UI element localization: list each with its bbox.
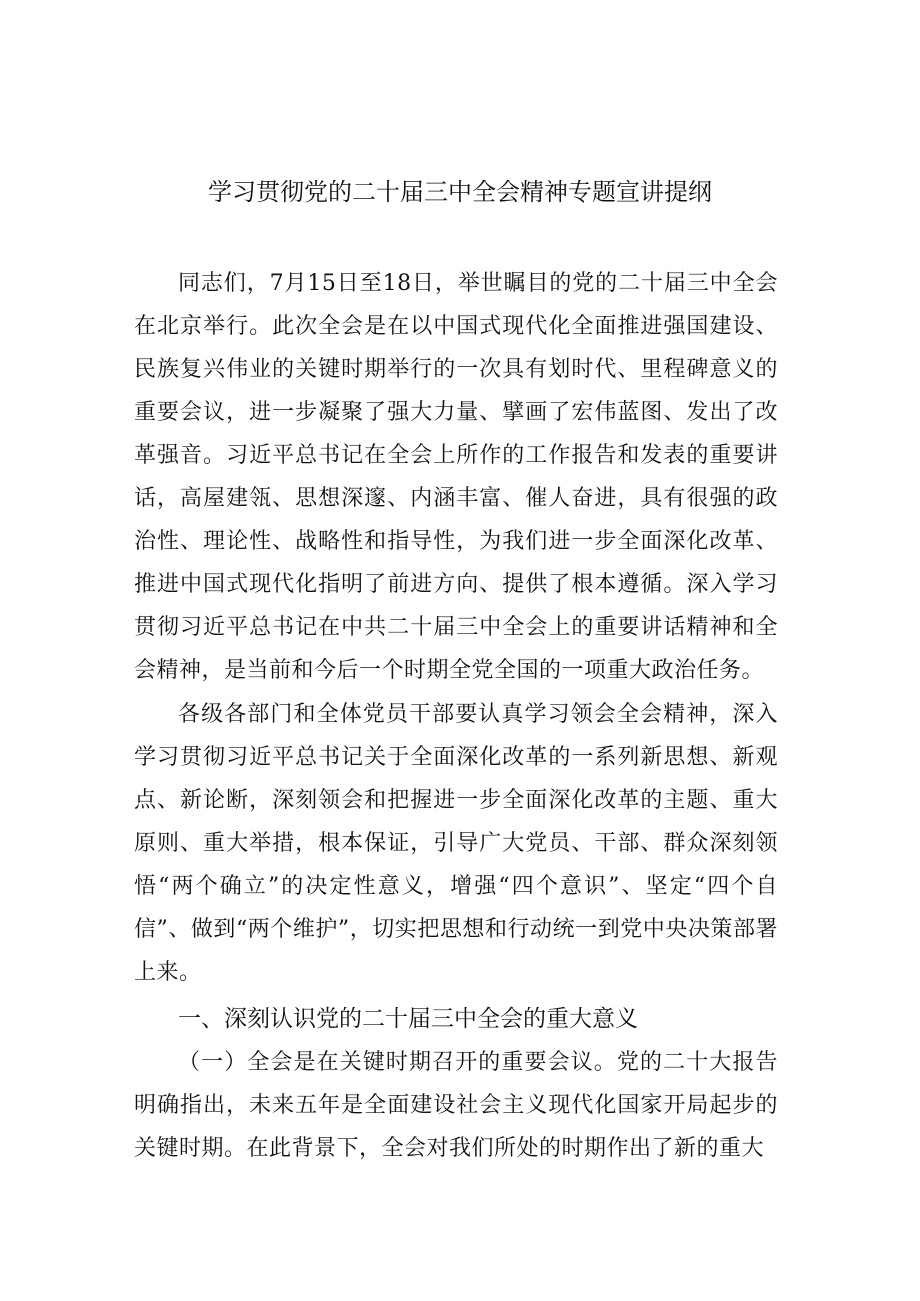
section-paragraph: （一）全会是在关键时期召开的重要会议。党的二十大报告明确指出，未来五年是全面建设社会主义现代化国家开局起步的关键时期。在此背景下，全会对我们所处的时期作出了新的重大 xyxy=(134,1050,778,1161)
body-paragraph-2: 各级各部门和全体党员干部要认真学习领会全会精神，深入学习贯彻习近平总书记关于全面深化改革的一系列新思想、新观点、新论断，深刻领会和把握进一步全面深化改革的主题、重大原则、重大举措，根本保证，引导广大党员、干部、群众深刻领悟“两个确立”的决定性意义，增强“四个意识”、坚定“四个自信”、做到“两个维护”，切实把思想和行动统一到党中央决策部署上来。 xyxy=(134,702,778,985)
document-title: 学习贯彻党的二十届三中全会精神专题宣讲提纲 xyxy=(208,178,712,206)
section-heading: 一、深刻认识党的二十届三中全会的重大意义 xyxy=(178,1006,638,1032)
body-paragraph-1: 同志们，7月15日至18日，举世瞩目的党的二十届三中全会在北京举行。此次全会是在以中国式现代化全面推进强国建设、民族复兴伟业的关键时期举行的一次具有划时代、里程碑意义的重要会议，进一步凝聚了强大力量、擘画了宏伟蓝图、发出了改革强音。习近平总书记在全会上所作的工作报告和发表的重要讲话，高屋建瓴、思想深邃、内涵丰富、催人奋进，具有很强的政治性、理论性、战略性和指导性，为我们进一步全面深化改革、推进中国式现代化指明了前进方向、提供了根本遵循。深入学习贯彻习近平总书记在中共二十届三中全会上的重要讲话精神和全会精神，是当前和今后一个时期全党全国的一项重大政治任务。 xyxy=(134,271,778,683)
